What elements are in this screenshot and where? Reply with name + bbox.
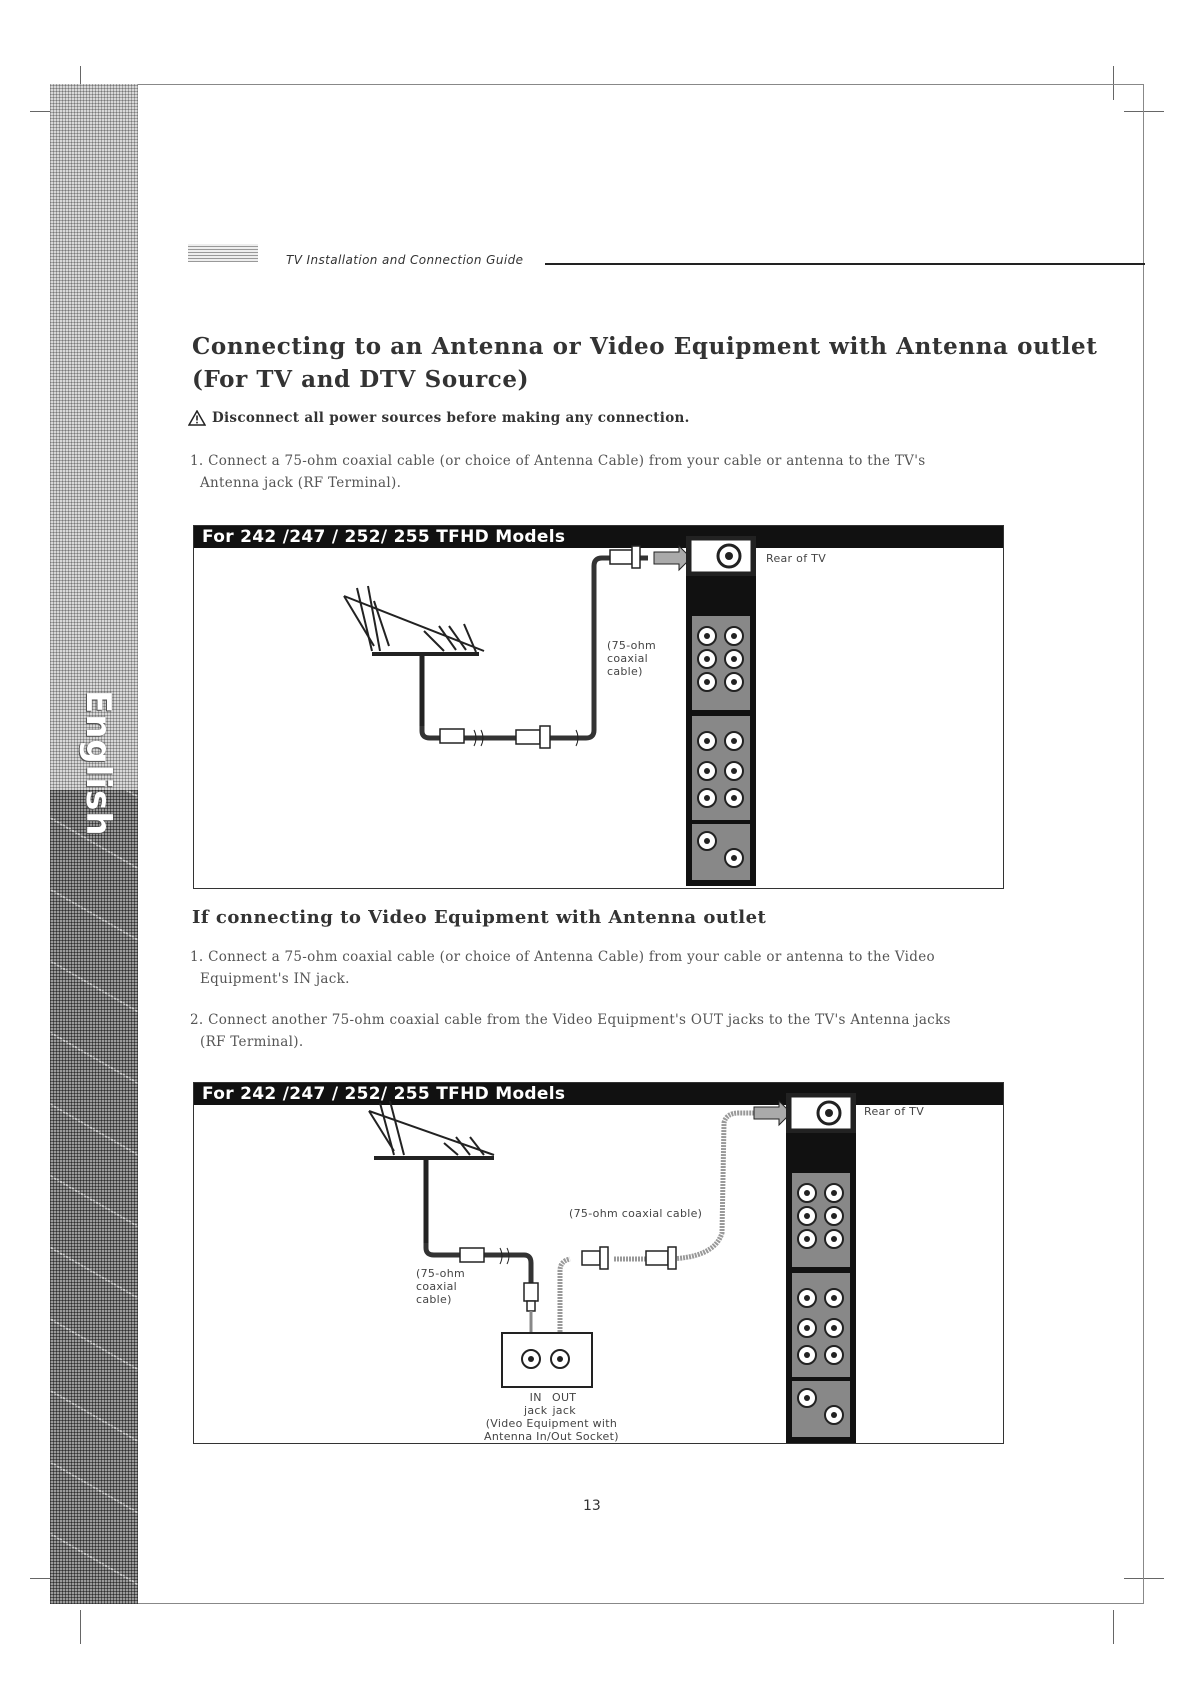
sub-step1-line2: Equipment's IN jack. (200, 971, 350, 987)
video-equipment-box (502, 1333, 592, 1387)
in-jack-label (524, 1391, 547, 1417)
out-jack-label (552, 1391, 576, 1417)
rear-of-tv-label: Rear of TV (864, 1105, 925, 1118)
step1-line1: 1. Connect a 75-ohm coaxial cable (or choice of Antenna Cable) from your cable or antenna to the TV's (190, 453, 926, 469)
header-logo-block (188, 244, 258, 262)
step1-text (190, 450, 925, 494)
page-number: 13 (583, 1498, 601, 1514)
video-equipment-connection-illustration (194, 1083, 1003, 1443)
cable-label-line: (75-ohm (607, 639, 656, 652)
cable-label-line: coaxial (607, 652, 648, 665)
diagram-antenna-video-equipment (193, 1082, 1004, 1444)
language-tab: English (78, 690, 118, 837)
rear-of-tv-label: Rear of TV (766, 552, 827, 565)
video-equipment-label (484, 1417, 619, 1443)
warning-note (188, 410, 690, 426)
cable-label-top: (75-ohm coaxial cable) (569, 1207, 703, 1220)
sidebar-pattern-dark (50, 790, 138, 1604)
out-label: OUT (552, 1391, 577, 1404)
jack-label: jack (524, 1404, 548, 1417)
tv-rear-panel (686, 536, 756, 886)
equip-label-line: Antenna In/Out Socket) (484, 1430, 619, 1443)
antenna-icon (344, 586, 484, 726)
diagram-banner-text: For 242 /247 / 252/ 255 TFHD Models (202, 1084, 566, 1104)
page-title-line1: Connecting to an Antenna or Video Equipment with Antenna outlet (192, 333, 1098, 360)
cable-label-line: (75-ohm (416, 1267, 465, 1280)
tv-rear-panel (786, 1093, 856, 1443)
sub-step1-line1: 1. Connect a 75-ohm coaxial cable (or choice of Antenna Cable) from your cable or antenna to the Video (190, 949, 935, 965)
page-title-line2: (For TV and DTV Source) (192, 366, 530, 393)
sub-step2-line1: 2. Connect another 75-ohm coaxial cable from the Video Equipment's OUT jacks to the TV's Antenna jacks (190, 1012, 951, 1028)
cable-label (607, 639, 656, 678)
warning-text: Disconnect all power sources before making any connection. (212, 410, 690, 426)
header-rule (545, 263, 1145, 265)
subsection-title: If connecting to Video Equipment with Antenna outlet (192, 907, 767, 928)
diagram-banner-text: For 242 /247 / 252/ 255 TFHD Models (202, 527, 566, 547)
antenna-icon (369, 1101, 494, 1243)
equip-label-line: (Video Equipment with (485, 1417, 618, 1430)
cable-label-line: cable) (607, 665, 643, 678)
warning-icon (188, 410, 206, 426)
page-title (192, 330, 1097, 396)
diagram-antenna-direct (193, 525, 1004, 889)
sub-step2-text (190, 1009, 951, 1053)
antenna-connection-illustration (194, 526, 1003, 888)
jack-label: jack (552, 1404, 576, 1417)
in-label: IN (529, 1391, 542, 1404)
cable-label-line: cable) (416, 1293, 452, 1306)
crop-mark (1113, 1610, 1114, 1644)
cable-label-line: coaxial (416, 1280, 457, 1293)
crop-mark (80, 1610, 81, 1644)
sub-step1-text (190, 946, 935, 990)
step1-line2: Antenna jack (RF Terminal). (200, 475, 402, 491)
sub-step2-line2: (RF Terminal). (200, 1034, 304, 1050)
cable-label (416, 1267, 465, 1306)
header-guide-title: TV Installation and Connection Guide (286, 253, 524, 267)
